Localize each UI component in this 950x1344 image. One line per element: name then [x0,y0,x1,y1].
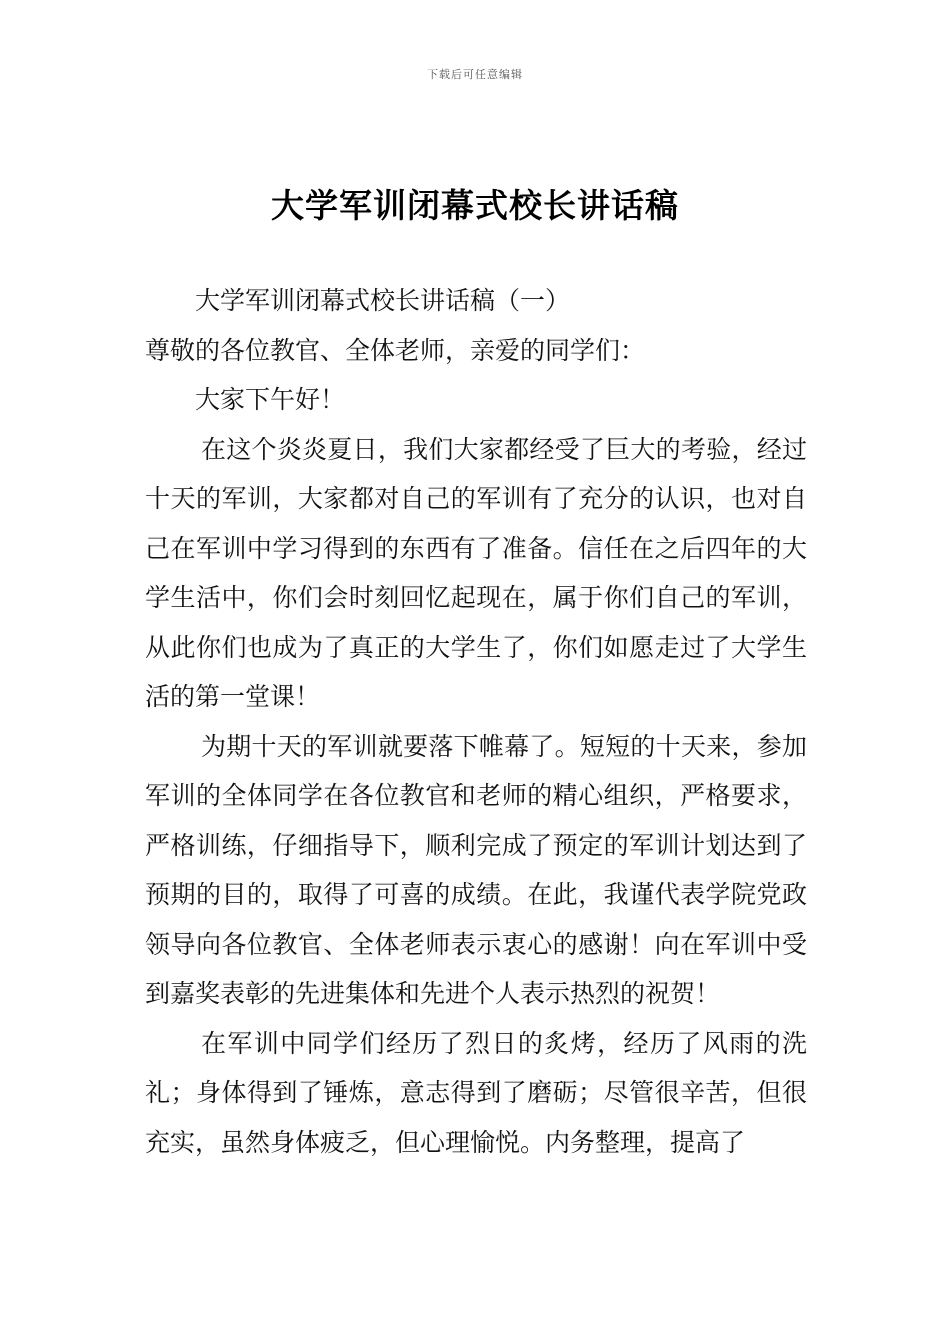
document-title: 大学军训闭幕式校长讲话稿 [271,186,679,225]
body-paragraph: 在军训中同学们经历了烈日的炙烤，经历了风雨的洗礼；身体得到了锤炼，意志得到了磨砺；尽管很辛苦，但很充实，虽然身体疲乏，但心理愉悦。内务整理，提高了 [145,1028,807,1157]
salutation: 尊敬的各位教官、全体老师，亲爱的同学们： [145,335,646,365]
body-paragraph: 为期十天的军训就要落下帷幕了。短短的十天来，参加军训的全体同学在各位教官和老师的精心组织，严格要求，严格训练，仔细指导下，顺利完成了预定的军训计划达到了预期的目的，取得了可喜的成绩。在此，我谨代表学院党政领导向各位教官、全体老师表示衷心的感谢！向在军训中受到嘉奖表彰的先进集体和先进个人表示热烈的祝贺！ [145,731,807,1008]
body-paragraph: 在这个炎炎夏日，我们大家都经受了巨大的考验，经过十天的军训，大家都对自己的军训有了充分的认识，也对自己在军训中学习得到的东西有了准备。信任在之后四年的大学生活中，你们会时刻回忆起现在，属于你们自己的军训，从此你们也成为了真正的大学生了，你们如愿走过了大学生活的第一堂课！ [145,434,807,711]
document-body [145,276,807,1167]
document-subtitle: 大学军训闭幕式校长讲话稿（一） [195,286,571,315]
header-note: 下载后可任意编辑 [427,68,523,81]
greeting: 大家下午好！ [195,385,346,414]
